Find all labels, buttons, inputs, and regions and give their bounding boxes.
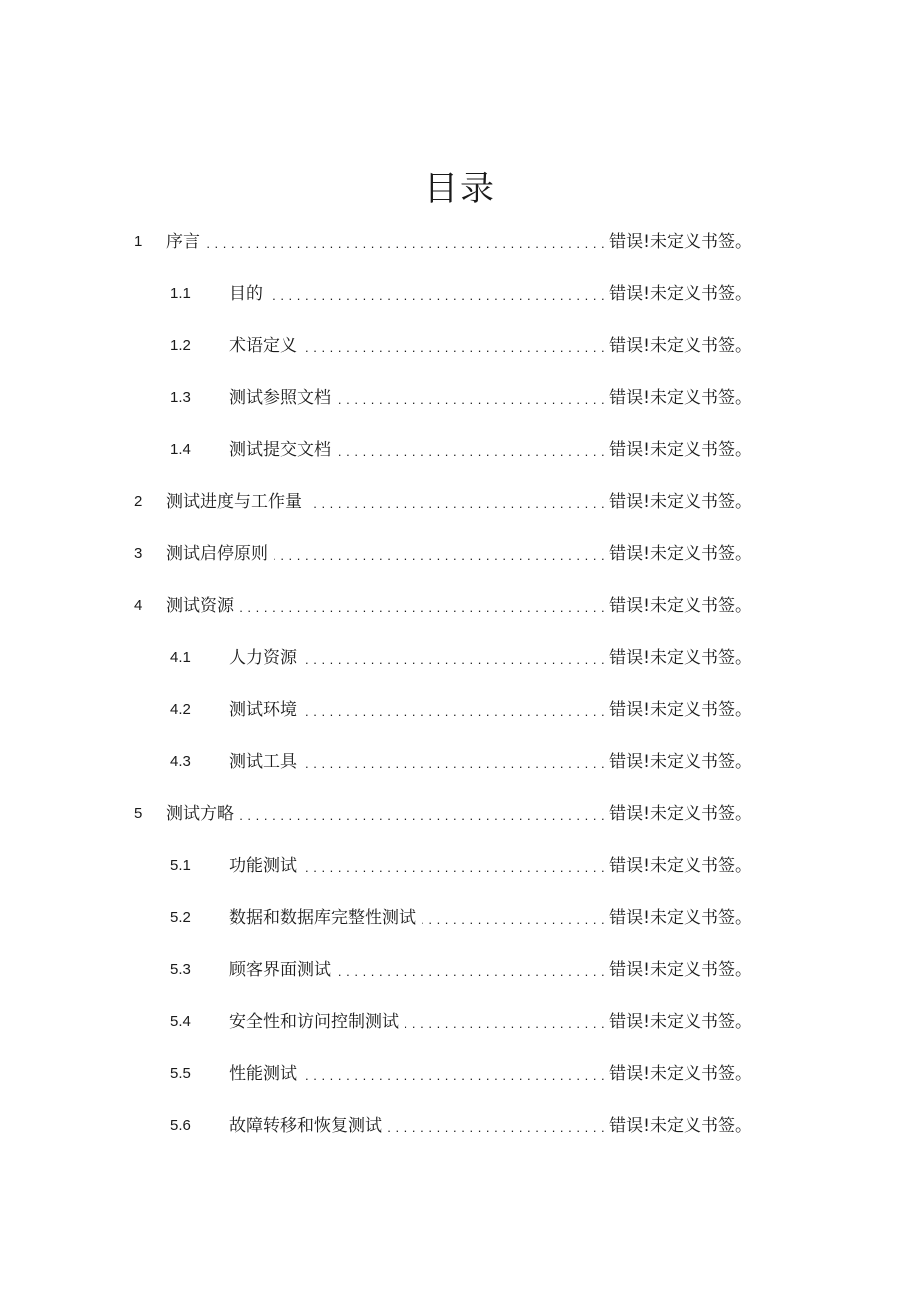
toc-entry-page: 错误!未定义书签。: [609, 336, 752, 356]
toc-entry-text: 序言: [166, 232, 200, 252]
toc-entry-number: 1.4: [170, 441, 191, 458]
toc-entry-text: 故障转移和恢复测试: [229, 1116, 382, 1136]
toc-dot-leader: [303, 840, 605, 892]
toc-entry-number: 1.1: [170, 285, 191, 302]
toc-dot-leader: [303, 684, 605, 736]
toc-entry-2[interactable]: [134, 476, 752, 528]
toc-entry-number: 5.6: [170, 1117, 191, 1134]
toc-entry-page: 错误!未定义书签。: [609, 596, 752, 616]
toc-entry-number: 5.2: [170, 909, 191, 926]
toc-entry-text: 术语定义: [229, 336, 297, 356]
toc-entry-page: 错误!未定义书签。: [609, 1116, 752, 1136]
toc-entry-number: 4.3: [170, 753, 191, 770]
toc-entry-4[interactable]: [134, 580, 752, 632]
toc-entry-page: 错误!未定义书签。: [609, 856, 752, 876]
toc-entry-5-4[interactable]: [170, 996, 752, 1048]
toc-entry-text: 测试进度与工作量: [166, 492, 302, 512]
toc-entry-number: 2: [134, 493, 143, 510]
toc-entry-text: 目的: [229, 284, 263, 304]
toc-entry-3[interactable]: [134, 528, 752, 580]
toc-entry-5[interactable]: [134, 788, 752, 840]
toc-entry-5-2[interactable]: [170, 892, 752, 944]
toc-dot-leader: [269, 268, 605, 320]
toc-dot-leader: [303, 736, 605, 788]
toc-entry-page: 错误!未定义书签。: [609, 284, 752, 304]
toc-entry-page: 错误!未定义书签。: [609, 544, 752, 564]
toc-entry-1-3[interactable]: [170, 372, 752, 424]
toc-entry-text: 数据和数据库完整性测试: [229, 908, 416, 928]
toc-entry-text: 测试启停原则: [166, 544, 268, 564]
toc-entry-number: 1.2: [170, 337, 191, 354]
toc-entry-number: 5: [134, 805, 143, 822]
toc-entry-4-3[interactable]: [170, 736, 752, 788]
toc-entry-text: 测试提交文档: [229, 440, 331, 460]
toc-entry-page: 错误!未定义书签。: [609, 232, 752, 252]
toc-entry-page: 错误!未定义书签。: [609, 388, 752, 408]
toc-entry-1[interactable]: [134, 216, 752, 268]
toc-entry-number: 1: [134, 233, 143, 250]
toc-entry-text: 安全性和访问控制测试: [229, 1012, 399, 1032]
toc-entry-page: 错误!未定义书签。: [609, 908, 752, 928]
toc-entry-text: 测试方略: [166, 804, 234, 824]
toc-entry-text: 功能测试: [229, 856, 297, 876]
toc-entry-1-1[interactable]: [170, 268, 752, 320]
toc-entry-number: 3: [134, 545, 143, 562]
toc-entry-page: 错误!未定义书签。: [609, 492, 752, 512]
toc-dot-leader: [337, 372, 605, 424]
toc-dot-leader: [405, 996, 605, 1048]
toc-entry-number: 4: [134, 597, 143, 614]
toc-dot-leader: [337, 424, 605, 476]
toc-entry-5-6[interactable]: [170, 1100, 752, 1152]
toc-entry-number: 4.2: [170, 701, 191, 718]
toc-entry-text: 人力资源: [229, 648, 297, 668]
toc-entry-page: 错误!未定义书签。: [609, 700, 752, 720]
toc-entry-page: 错误!未定义书签。: [609, 1012, 752, 1032]
toc-entry-page: 错误!未定义书签。: [609, 804, 752, 824]
toc-dot-leader: [337, 944, 605, 996]
toc-entry-page: 错误!未定义书签。: [609, 440, 752, 460]
toc-dot-leader: [422, 892, 605, 944]
toc-entry-page: 错误!未定义书签。: [609, 648, 752, 668]
toc-entry-text: 测试参照文档: [229, 388, 331, 408]
toc-entry-5-3[interactable]: [170, 944, 752, 996]
toc-entry-number: 5.5: [170, 1065, 191, 1082]
toc-entry-text: 性能测试: [229, 1064, 297, 1084]
toc-dot-leader: [388, 1100, 605, 1152]
toc-dot-leader: [240, 788, 605, 840]
toc-entry-text: 测试资源: [166, 596, 234, 616]
toc-entry-text: 顾客界面测试: [229, 960, 331, 980]
toc-dot-leader: [206, 216, 605, 268]
toc-dot-leader: [303, 320, 605, 372]
toc-entry-page: 错误!未定义书签。: [609, 960, 752, 980]
toc-dot-leader: [308, 476, 605, 528]
toc-entry-4-1[interactable]: [170, 632, 752, 684]
toc-dot-leader: [303, 1048, 605, 1100]
toc-entry-number: 4.1: [170, 649, 191, 666]
toc-entry-5-5[interactable]: [170, 1048, 752, 1100]
toc-entry-number: 5.4: [170, 1013, 191, 1030]
toc-entry-1-2[interactable]: [170, 320, 752, 372]
toc-title: 目录: [424, 169, 496, 209]
toc-entry-number: 5.3: [170, 961, 191, 978]
toc-dot-leader: [303, 632, 605, 684]
toc-entry-text: 测试工具: [229, 752, 297, 772]
toc-entry-page: 错误!未定义书签。: [609, 1064, 752, 1084]
toc-dot-leader: [240, 580, 605, 632]
toc-entry-number: 1.3: [170, 389, 191, 406]
toc-entry-page: 错误!未定义书签。: [609, 752, 752, 772]
toc-entry-text: 测试环境: [229, 700, 297, 720]
toc-entry-4-2[interactable]: [170, 684, 752, 736]
toc-dot-leader: [274, 528, 605, 580]
toc-entry-number: 5.1: [170, 857, 191, 874]
toc-entry-5-1[interactable]: [170, 840, 752, 892]
toc-entry-1-4[interactable]: [170, 424, 752, 476]
